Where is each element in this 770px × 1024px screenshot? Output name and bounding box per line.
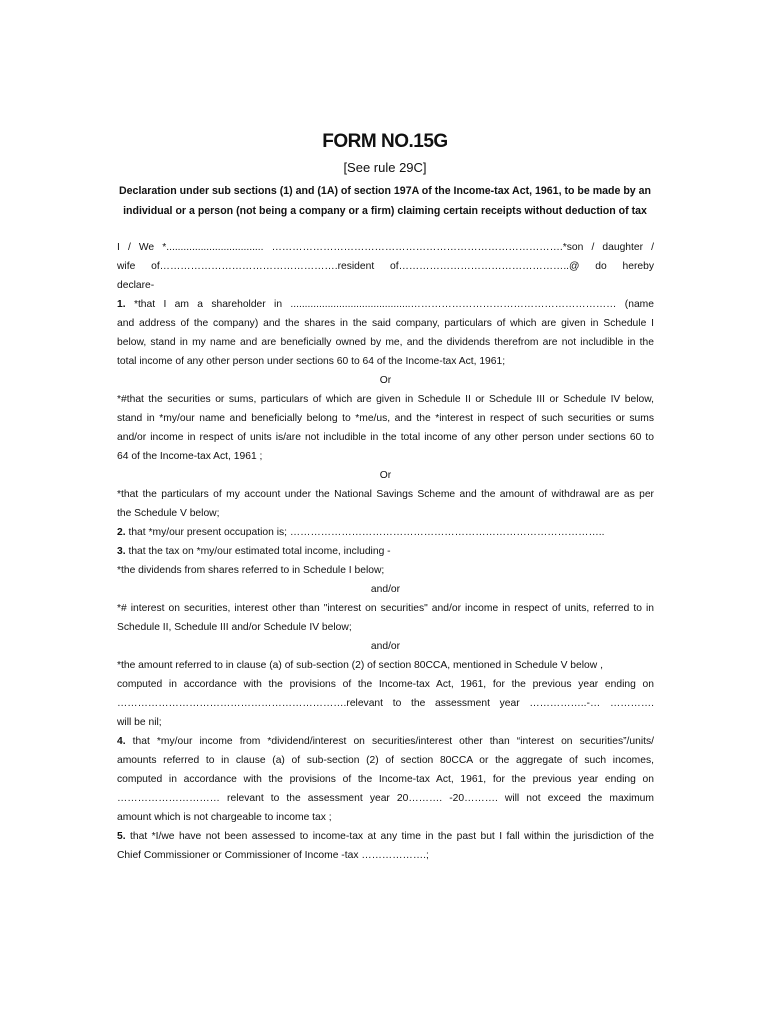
nss-line-2: the Schedule V below;	[117, 508, 220, 519]
item-3-number: 3.	[117, 546, 126, 557]
item-5-text: that *I/we have not been assessed to income-tax at any time in the past but I fall within the jurisdiction of the	[125, 831, 654, 842]
andor-separator-2: and/or	[370, 641, 401, 652]
intro-line-3: declare-	[117, 280, 155, 291]
item-3-line-1	[117, 542, 654, 561]
securities-line-4: 64 of the Income-tax Act, 1961 ;	[117, 451, 263, 462]
securities-line-1: *#that the securities or sums, particulars of which are given in Schedule II or Schedule III or Schedule IV below,	[117, 394, 654, 405]
item-3-line-7: *the amount referred to in clause (a) of sub-section (2) of section 80CCA, mentioned in Schedule V below ,	[117, 660, 603, 671]
item-4-number: 4.	[117, 736, 126, 747]
item-1-text: *that I am a shareholder in ..........................................…………………………………………………… (name	[133, 299, 654, 310]
item-2-text: that *my/our present occupation is; ………………………………………………………………………………..	[125, 527, 605, 538]
item-4-line-4: ………………………… relevant to the assessment year 20………. -20………. will not exceed the maximum	[117, 793, 654, 804]
securities-line-3: and/or income in respect of units is/are not includible in the total income of any other person under sections 60 to	[117, 432, 654, 443]
item-3-line-8: computed in accordance with the provisions of the Income-tax Act, 1961, for the previous year ending on	[117, 679, 654, 690]
item-2-line	[117, 523, 654, 542]
andor-separator-1: and/or	[370, 584, 401, 595]
form-title: FORM NO.15G	[322, 131, 448, 152]
item-4-text: that *my/our income from *dividend/interest on securities/interest other than “interest on securities”/units/	[125, 736, 654, 747]
item-3-line-10: will be nil;	[117, 717, 162, 728]
item-2-number: 2.	[117, 527, 126, 538]
item-4-line-2: amounts referred to in clause (a) of sub-section (2) of section 80CCA or the aggregate of such incomes,	[117, 755, 654, 766]
securities-line-2: stand in *my/our name and beneficially belong to *me/us, and the *interest in respect of such securities or sums	[117, 413, 654, 424]
item-4-line-5: amount which is not chargeable to income tax ;	[117, 812, 332, 823]
item-1-number: 1.	[117, 299, 126, 310]
item-5-line-1	[117, 827, 654, 846]
item-4-line-1	[117, 732, 654, 751]
item-3-line-2: *the dividends from shares referred to in Schedule I below;	[117, 565, 385, 576]
item-3-text: that the tax on *my/our estimated total income, including -	[125, 546, 391, 557]
item-1-line-4: total income of any other person under sections 60 to 64 of the Income-tax Act, 1961;	[117, 356, 506, 367]
item-1-line-2: and address of the company) and the shares in the said company, particulars of which are given in Schedule I	[117, 318, 654, 329]
or-separator-1: Or	[379, 375, 392, 386]
form-subtitle: [See rule 29C]	[343, 160, 427, 175]
intro-line-1: I / We *.................................. ………………………………………………………………………….*son / daughter /	[117, 242, 654, 253]
item-3-line-4: *# interest on securities, interest other than "interest on securities" and/or income in respect of units, referred to in	[117, 603, 654, 614]
intro-line-2: wife of…………………………………………….resident of…………………………………………..@ do hereby	[117, 261, 654, 272]
item-1-line-3: below, stand in my name and are beneficially owned by me, and the dividends therefrom are not includible in the	[117, 337, 654, 348]
item-4-line-3: computed in accordance with the provisions of the Income-tax Act, 1961, for the previous year ending on	[117, 774, 654, 785]
nss-line-1: *that the particulars of my account under the National Savings Scheme and the amount of withdrawal are as per	[117, 489, 654, 500]
item-3-line-9: ………………………………………………………….relevant to the assessment year ……………..-… ………….	[117, 698, 654, 709]
form-body	[117, 238, 654, 865]
item-1-line-1	[117, 295, 654, 314]
or-separator-2: Or	[379, 470, 392, 481]
item-3-line-5: Schedule II, Schedule III and/or Schedule IV below;	[117, 622, 352, 633]
declaration-heading: Declaration under sub sections (1) and (1A) of section 197A of the Income-tax Act, 1961, to be made by an individual or a person (not being a company or a firm) claiming certain receipts without deduction of tax	[119, 185, 651, 217]
item-5-line-2: Chief Commissioner or Commissioner of Income -tax ……………….;	[117, 850, 429, 861]
item-5-number: 5.	[117, 831, 126, 842]
